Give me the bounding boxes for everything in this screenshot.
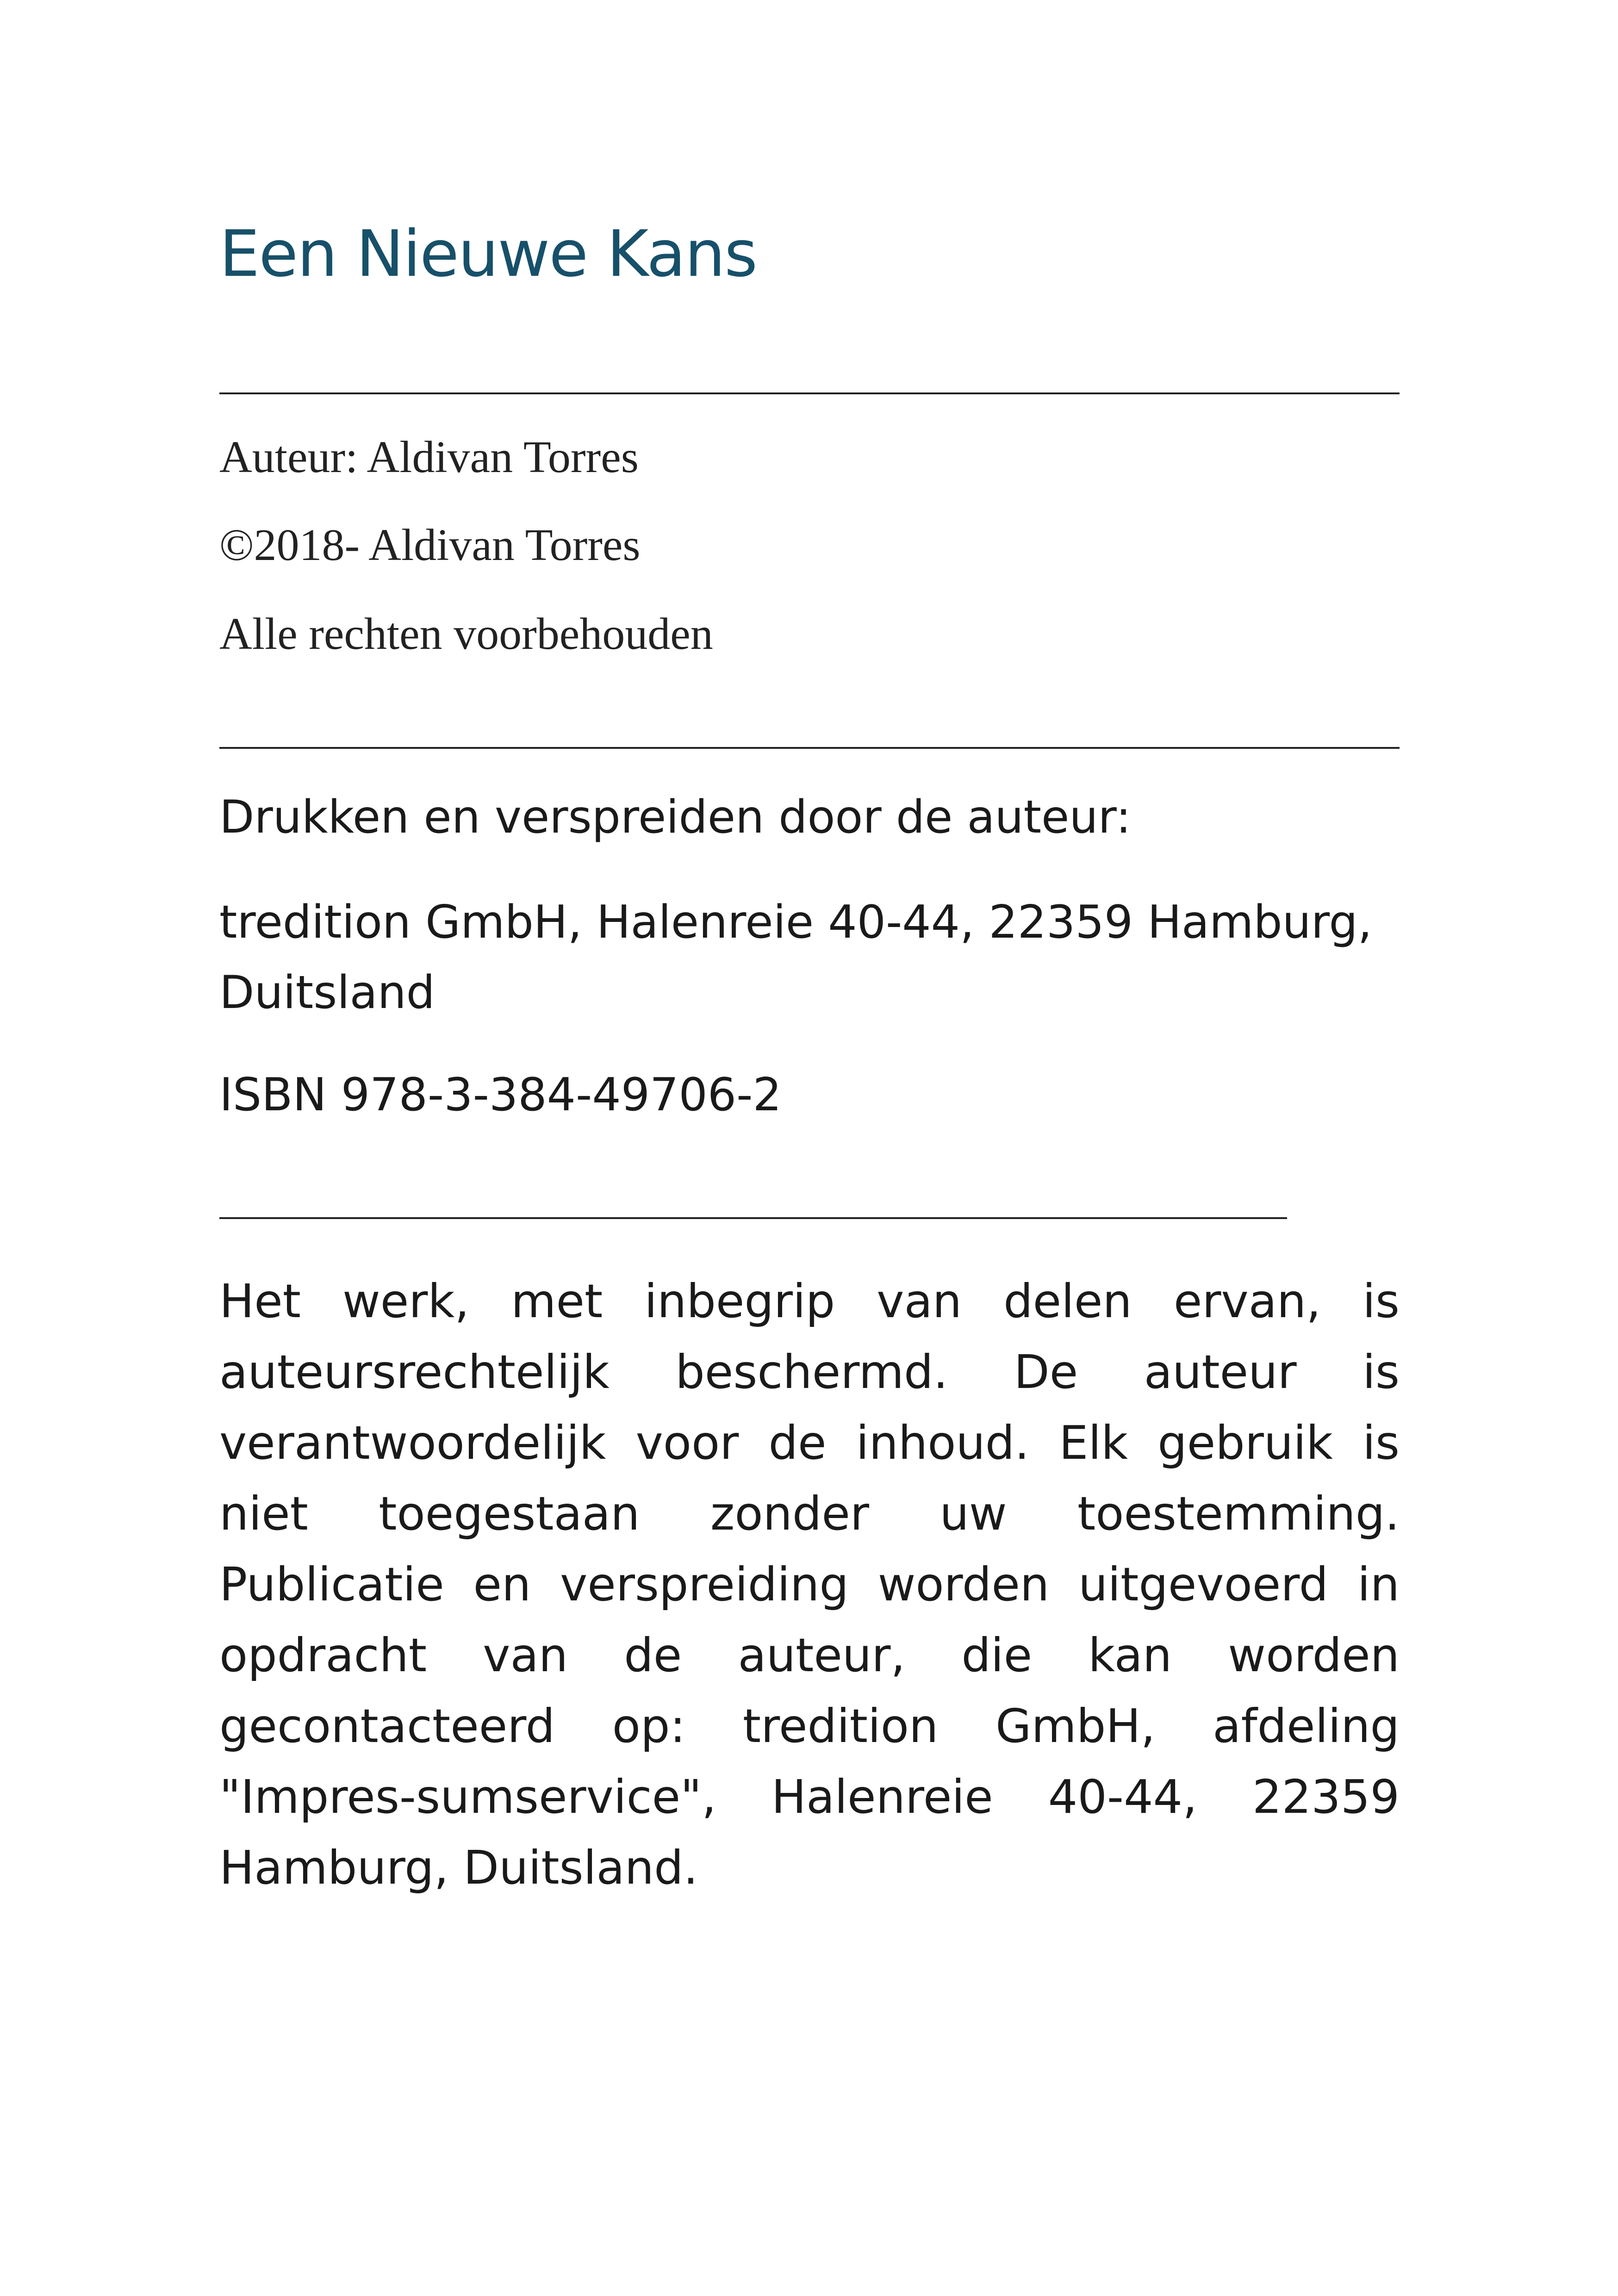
book-title: Een Nieuwe Kans (219, 217, 757, 291)
copyright-line: ©2018- Aldivan Torres (219, 520, 641, 570)
divider-middle (219, 747, 1400, 749)
isbn-line: ISBN 978-3-384-49706-2 (219, 1069, 782, 1121)
publisher-address: tredition GmbH, Halenreie 40-44, 22359 Hamburg, Duitsland (219, 896, 1372, 1019)
divider-bottom (219, 1217, 1287, 1219)
author-line: Auteur: Aldivan Torres (219, 432, 639, 482)
publisher-intro: Drukken en verspreiden door de auteur: (219, 791, 1132, 844)
copyright-notice: Het werk, met inbegrip van delen ervan, is auteursrechtelijk beschermd. De auteur is verantwoordelijk voor de inhoud. Elk gebruik is niet toegestaan zonder uw toestemming. Publicatie en verspreiding worden uitgevoerd in opdracht van de auteur, die kan worden gecontacteerd op: tredition GmbH, afdeling "Impres-sumservice", Halenreie 40-44, 22359 Hamburg, Duitsland. (219, 1274, 1400, 1895)
divider-top (219, 392, 1400, 394)
rights-line: Alle rechten voorbehouden (219, 609, 713, 659)
